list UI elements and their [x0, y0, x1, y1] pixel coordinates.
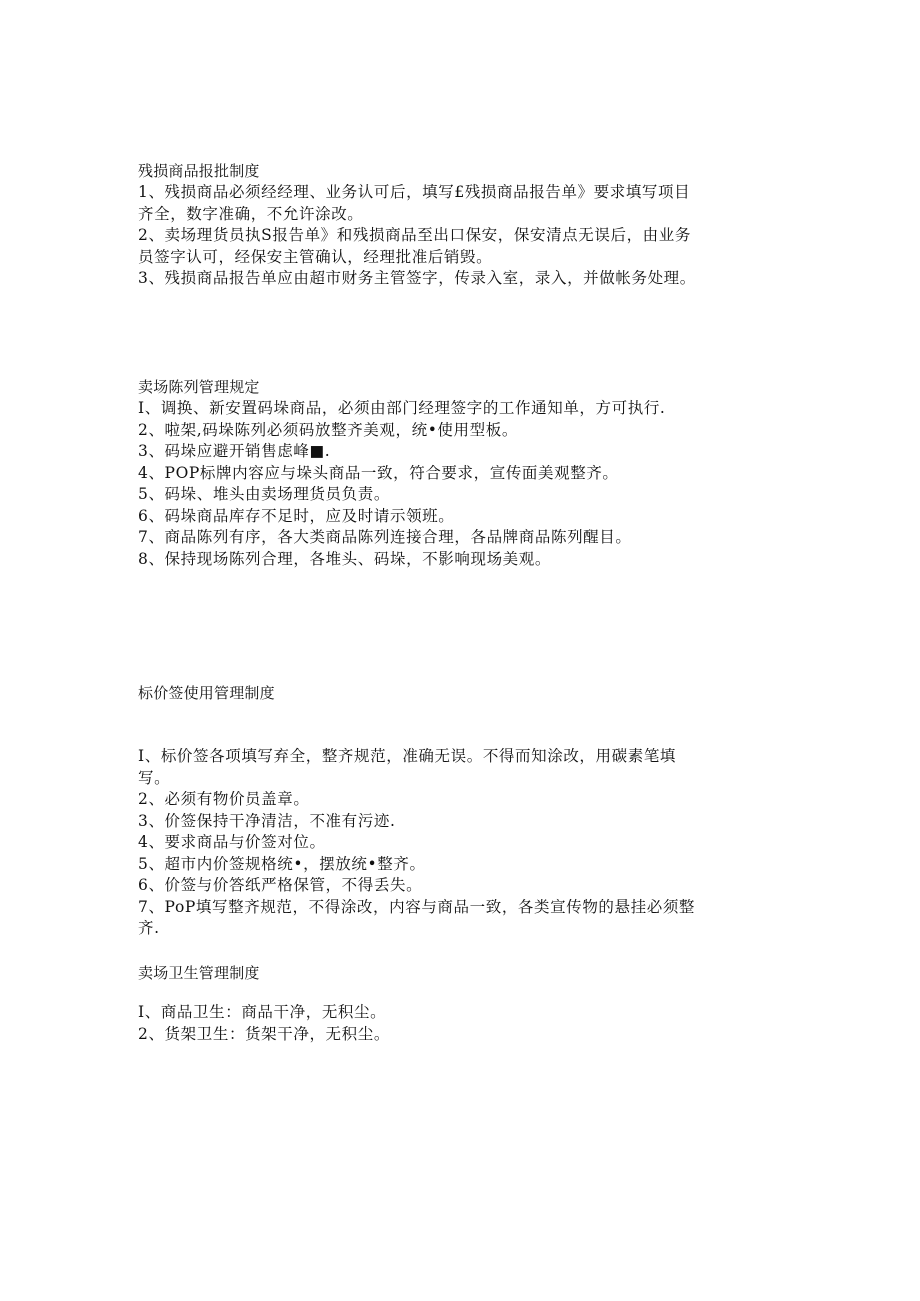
list-item: 7、商品陈列有序，各大类商品陈列连接合理，各品牌商品陈列醒目。 [138, 528, 632, 546]
section-damaged-goods [138, 160, 698, 290]
section-items [138, 1002, 698, 1045]
list-item: 8、保持现场陈列合理，各堆头、码垛，不影响现场美观。 [138, 549, 551, 568]
list-item: 2、卖场理货员执S报告单》和残损商品至出口保安，保安清点无误后，由业务员签字认可，经保安主管确认，经理批准后销毁。 [138, 226, 691, 266]
section-items [138, 182, 698, 290]
section-items [138, 398, 698, 570]
list-item: 4、POP标牌内容应与垛头商品一致，符合要求，宣传面美观整齐。 [138, 463, 619, 482]
list-item: 3、残损商品报告单应由超市财务主管签字，传录入室，录入，并做帐务处理。 [138, 269, 696, 287]
section-title: 卖场陈列管理规定 [138, 378, 260, 396]
list-item: I、标价签各项填写弃全，整齐规范，准确无误。不得而知涂改，用碳素笔填写。 [138, 747, 677, 787]
list-item: 2、啦架,码垛陈列必须码放整齐美观，统•使用型板。 [138, 420, 518, 439]
list-item: 2、货架卫生：货架干净，无积尘。 [138, 1024, 390, 1043]
list-item: 3、价签保持干净清洁，不准有污迹. [138, 811, 396, 830]
list-item: 1、残损商品必须经经理、业务认可后，填写£残损商品报告单》要求填写项目齐全，数字准确，不允许涂改。 [138, 183, 691, 223]
list-item: 6、码垛商品库存不足时，应及时请示领班。 [138, 506, 455, 525]
section-title: 标价签使用管理制度 [138, 684, 275, 702]
section-title: 卖场卫生管理制度 [138, 964, 260, 982]
list-item: 2、必须有物价员盖章。 [138, 790, 310, 808]
section-price-tags [138, 682, 698, 940]
list-item: I、调换、新安置码垛商品，必须由部门经理签字的工作通知单，方可执行. [138, 399, 666, 417]
list-item: 5、超市内价签规格统•，摆放统•整齐。 [138, 854, 426, 873]
list-item: 7、PoP填写整齐规范，不得涂改，内容与商品一致，各类宣传物的悬挂必须整齐. [138, 897, 696, 937]
list-item: I、商品卫生：商品干净，无积尘。 [138, 1003, 387, 1021]
list-item: 5、码垛、堆头由卖场理货员负责。 [138, 485, 390, 503]
section-hygiene [138, 962, 698, 1045]
list-item: 4、要求商品与价签对位。 [138, 833, 326, 851]
list-item: 6、价签与价答纸严格保管，不得丢失。 [138, 876, 423, 894]
section-items [138, 746, 698, 940]
list-item: 3、码垛应避开销售虑峰■. [138, 442, 331, 460]
section-title: 残损商品报批制度 [138, 162, 260, 180]
section-display-rules [138, 376, 698, 570]
